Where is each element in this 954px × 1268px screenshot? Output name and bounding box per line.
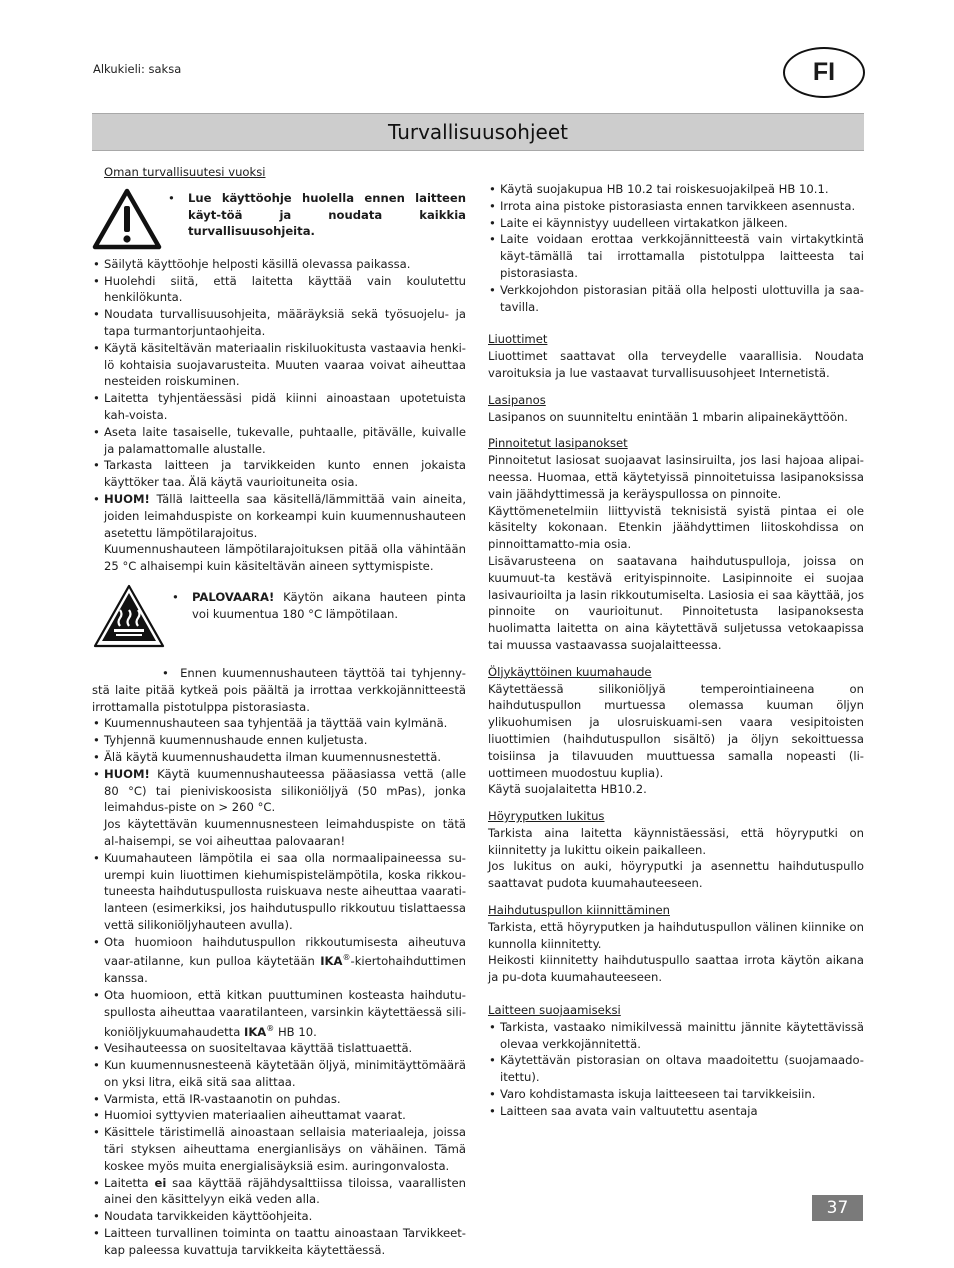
source-language-label: Alkukieli: saksa <box>93 62 182 76</box>
device-protection-list <box>488 1019 864 1120</box>
hot-surface-warning-block: • PALOVAARA! Käytön aikana hauteen pinta voi kuumentua 180 °C lämpötilaan. <box>92 583 466 649</box>
huom-label: HUOM! <box>104 491 150 506</box>
flask-attachment-text: Tarkista, että höyryputken ja haihdutuspullon välinen kiinnike on kunnolla kiinnitetty. <box>488 919 864 951</box>
list-item: • Tarkasta laitteen ja tarvikkeiden kunto ennen jokaista käyttöker taa. Älä käytä vaurioituneita osia. <box>92 457 466 491</box>
safety-list-2 <box>92 715 466 816</box>
list-item: • Käytä käsiteltävän materiaalin riskiluokitusta vastaavia henki-lö kohtaisia suojavarusteita. Muuten vaaraa voivat aiheuttaa nesteiden roiskuminen. <box>92 340 466 390</box>
list-item: • Käsittele täristimellä ainoastaan sellaisia materiaaleja, joissa täri styksen aiheuttama energianlisäys on vähäinen. Tämä koskee myös muita energialisäyksiä esim. auringonvalosta. <box>92 1124 466 1174</box>
empty-before-filling-note: • Ennen kuumennushauteen täyttöä tai tyhjenny-stä laite pitää kytkeä pois päältä ja irrottaa verkkojännitteestä irrottamalla pistotulppa pistorasiasta. <box>92 665 466 714</box>
list-item: • Varo kohdistamasta iskuja laitteeseen tai tarvikkeisiin. <box>488 1086 864 1103</box>
section-heading-coated-glassware: Pinnoitetut lasipanokset <box>488 436 628 451</box>
list-item: • Laitteen saa avata vain valtuutettu asentaja <box>488 1103 864 1120</box>
coated-glassware-text: Lisävarusteena on saatavana haihdutuspulloja, joissa on kuumuut-ta kestävä erityispinnoite. Lasipinnoite ei suojaa lasivaurioilta ja lasin rikkoutumiselta. Lasiosia ei saa käyttää, jos pinnoite on vaurioitunut. Pinnoitetusta lasipanoksesta huolimatta laitetta on aina käytettävä suljetussa vetokaapissa tai muussa vastaavassa suojalaitteessa. <box>488 553 864 652</box>
section-heading-glassware: Lasipanos <box>488 392 546 407</box>
list-item: • Noudata tarvikkeiden käyttöohjeita. <box>92 1208 466 1225</box>
section-heading-oil-bath: Öljykäyttöinen kuumahaude <box>488 664 652 679</box>
list-item: • Aseta laite tasaiselle, tukevalle, puhtaalle, pitävälle, kuivalle ja palamattomalle alustalle. <box>92 424 466 458</box>
left-column <box>92 164 466 1259</box>
fire-hazard-text: Käytön aikana hauteen pinta voi kuumentua 180 °C lämpötilaan. <box>192 589 467 621</box>
list-item: • Irrota aina pistoke pistorasiasta ennen tarvikkeen asennusta. <box>488 198 864 215</box>
list-item-huom-2 <box>92 766 466 816</box>
list-item: • Laitteen turvallinen toiminta on taattu ainoastaan Tarvikkeet-kap paleessa kuvattuja tarvikkeita käytettäessä. <box>92 1225 466 1259</box>
list-item: • Älä käytä kuumennushaudetta ilman kuumennusnestettä. <box>92 749 466 766</box>
coated-glassware-text: Pinnoitetut lasiosat suojaavat lasinsiruilta, jos lasi hajoaa alipai-neessa. Huomaa, että käytetyissä pinnoitetuissa lasipanoksissa vain jäähdyttimessä ja keräyspullossa on pinnoite. <box>488 453 864 501</box>
section-heading-device-protection: Laitteen suojaamiseksi <box>488 1003 621 1018</box>
section-heading-solvents: Liuottimet <box>488 332 548 347</box>
flask-attachment-text: Heikosti kiinnitetty haihdutuspullo saattaa irrota käytön aikana ja pu-dota kuumahauteeseen. <box>488 953 864 985</box>
huom-label: HUOM! <box>104 766 150 781</box>
section-heading-vapor-tube-lock: Höyryputken lukitus <box>488 809 605 824</box>
list-item: • Käytä suojakupua HB 10.2 tai roiskesuojakilpeä HB 10.1. <box>488 181 864 198</box>
list-item: • Laitetta tyhjentäessäsi pidä kiinni ainoastaan upotetuista kah-voista. <box>92 390 466 424</box>
list-item: • Käytettävän pistorasian on oltava maadoitettu (suojamaado-itettu). <box>488 1052 864 1086</box>
huom-text: Käytä kuumennushauteessa pääasiassa vettä (alle 80 °C) tai pieniviskoosista silikoniöljyä (50 mPas), jonka leimahdus-piste on > 260 °C. <box>104 766 466 815</box>
huom-text: Tällä laitteella saa käsitellä/lämmittää vain aineita, joiden leimahduspiste on korkeampi kuin kuumennushauteen asetettu lämpötilarajoitus. <box>104 491 467 540</box>
list-item: • Varmista, että IR-vastaanotin on puhdas. <box>92 1091 466 1108</box>
list-item: • Vesihauteessa on suositeltavaa käyttää tislattuaettä. <box>92 1040 466 1057</box>
language-badge: FI <box>783 47 865 98</box>
list-item: • Kuumennushauteen saa tyhjentää ja täyttää vain kylmänä. <box>92 715 466 732</box>
list-item: • Tyhjennä kuumennushaude ennen kuljetusta. <box>92 732 466 749</box>
list-item: • Säilytä käyttöohje helposti käsillä olevassa paikassa. <box>92 256 466 273</box>
glassware-text: Lasipanos on suunniteltu enintään 1 mbarin alipainekäyttöön. <box>488 409 848 424</box>
list-item: • Laite ei käynnistyy uudelleen virtakatkon jälkeen. <box>488 215 864 232</box>
list-item: • Tarkista, vastaako nimikilvessä mainittu jännite käytettävissä olevaa verkkojännitettä. <box>488 1019 864 1053</box>
list-item: • Laitetta ei saa käyttää räjähdysalttiissa tiloissa, vaarallisten ainei den käsittelyyn eikä veden alla. <box>92 1175 466 1209</box>
list-item: • Ota huomioon haihdutuspullon rikkoutumisesta aiheutuva vaar-atilanne, kun pulloa käytetään IKA®-kiertohaihduttimen kanssa. <box>92 934 466 987</box>
fire-hazard-label: PALOVAARA! <box>192 589 275 604</box>
list-item: • Verkkojohdon pistorasian pitää olla helposti ulottuvilla ja saa-tavilla. <box>488 282 864 316</box>
solvents-text: Liuottimet saattavat olla terveydelle vaarallisia. Noudata varoituksia ja lue vastaavat turvallisuusohjeet Internetistä. <box>488 349 864 380</box>
page-title: Turvallisuusohjeet <box>92 113 864 151</box>
list-item: • Kun kuumennusnesteenä käytetään öljyä, minimitäyttömäärä on yksi litra, eikä sitä saa alittaa. <box>92 1057 466 1091</box>
list-item: • Noudata turvallisuusohjeita, määräyksiä sekä työsuojelu- ja tapa turmantorjuntaohjeita. <box>92 306 466 340</box>
section-heading-flask-attachment: Haihdutuspullon kiinnittäminen <box>488 903 670 918</box>
warning-triangle-icon <box>92 188 162 250</box>
list-item: • Laite voidaan erottaa verkkojännitteestä vain virtakytkintä käyt-tämällä tai irrottamalla pistotulppa laitteesta tai pistorasiasta. <box>488 231 864 281</box>
read-manual-warning: Lue käyttöohje huolella ennen laitteen käyt-töä ja noudata kaikkia turvallisuusohjeita. <box>188 190 466 239</box>
hot-surface-icon <box>92 583 166 649</box>
safety-list-1 <box>92 256 466 542</box>
vapor-tube-text: Tarkista aina laitetta käynnistäessäsi, että höyryputki on kiinnitetty ja lukittu oikein paikalleen. <box>488 825 864 857</box>
general-warning-block: • Lue käyttöohje huolella ennen laitteen käyt-töä ja noudata kaikkia turvallisuusohjeita. <box>92 188 466 250</box>
page-number: 37 <box>812 1195 863 1221</box>
vapor-tube-text: Jos lukitus on auki, höyryputki ja asennettu haihdutuspullo saattavat pudota kuumahauteeseen. <box>488 859 864 891</box>
safety-list-right <box>488 181 864 315</box>
flashpoint-note: Jos käytettävän kuumennusnesteen leimahduspiste on tätä al-haisempi, se voi aiheuttaa palovaaran! <box>104 817 466 848</box>
coated-glassware-text: Käyttömenetelmiin liittyvistä teknisistä syistä pintaa ei ole käsitelty kokonaan. Etenkin jäähdyttimen liitoskohdissa on pinnoittamatto-mia osia. <box>488 503 864 552</box>
safety-list-3 <box>92 850 466 1259</box>
list-item: • Huomioi syttyvien materiaalien aiheuttamat vaarat. <box>92 1107 466 1124</box>
list-item: • Huolehdi siitä, että laitetta käyttää vain koulutettu henkilökunta. <box>92 273 466 307</box>
oil-bath-text: Käytä suojalaitetta HB10.2. <box>488 782 647 797</box>
oil-bath-text: Käytettäessä silikoniöljyä temperointiaineena on haihdutuspullon murtuessa olemassa kuuman öljyn ylikuohumisen ja ulosruiskuami-sen vaara vesipitoisten liuottimien (haihdutuspullon sisältö) ja öljyn sekoittuessa toisiinsa ja tilavuuden muuttuessa samalla nopeasti (li-uottimeen muodostuu kuplia). <box>488 681 864 780</box>
section-heading-own-safety: Oman turvallisuutesi vuoksi <box>104 165 266 179</box>
list-item: • Ota huomioon, että kitkan puuttuminen kosteasta haihdutu-spullosta aiheuttaa vaaratilanteen, varsinkin käytettäessä sili-koniöljykuumahaudetta IKA® HB 10. <box>92 987 466 1040</box>
temperature-limit-note: Kuumennushauteen lämpötilarajoituksen pitää olla vähintään 25 °C alhaisempi kuin käsiteltävän aineen syttymispiste. <box>104 542 466 574</box>
right-column <box>488 181 864 1120</box>
list-item: • Kuumahauteen lämpötila ei saa olla normaalipaineessa su-urempi kuin liuottimen kiehumispistelämpötila, koska rikkou-tuneesta haihdutuspullosta ruiskuava neste aiheuttaa vaarati-lanteen (esimerkiksi, jos haihdutuspullo rikkoutuu tislattaessa vettä silikoniöljyhauteen avulla). <box>92 850 466 934</box>
empty-before-filling-text: Ennen kuumennushauteen täyttöä tai tyhjenny-stä laite pitää kytkeä pois päältä ja irrottaa verkkojännitteestä irrottamalla pistotulppa pistorasiasta. <box>92 665 466 714</box>
list-item-huom-1 <box>92 491 466 541</box>
